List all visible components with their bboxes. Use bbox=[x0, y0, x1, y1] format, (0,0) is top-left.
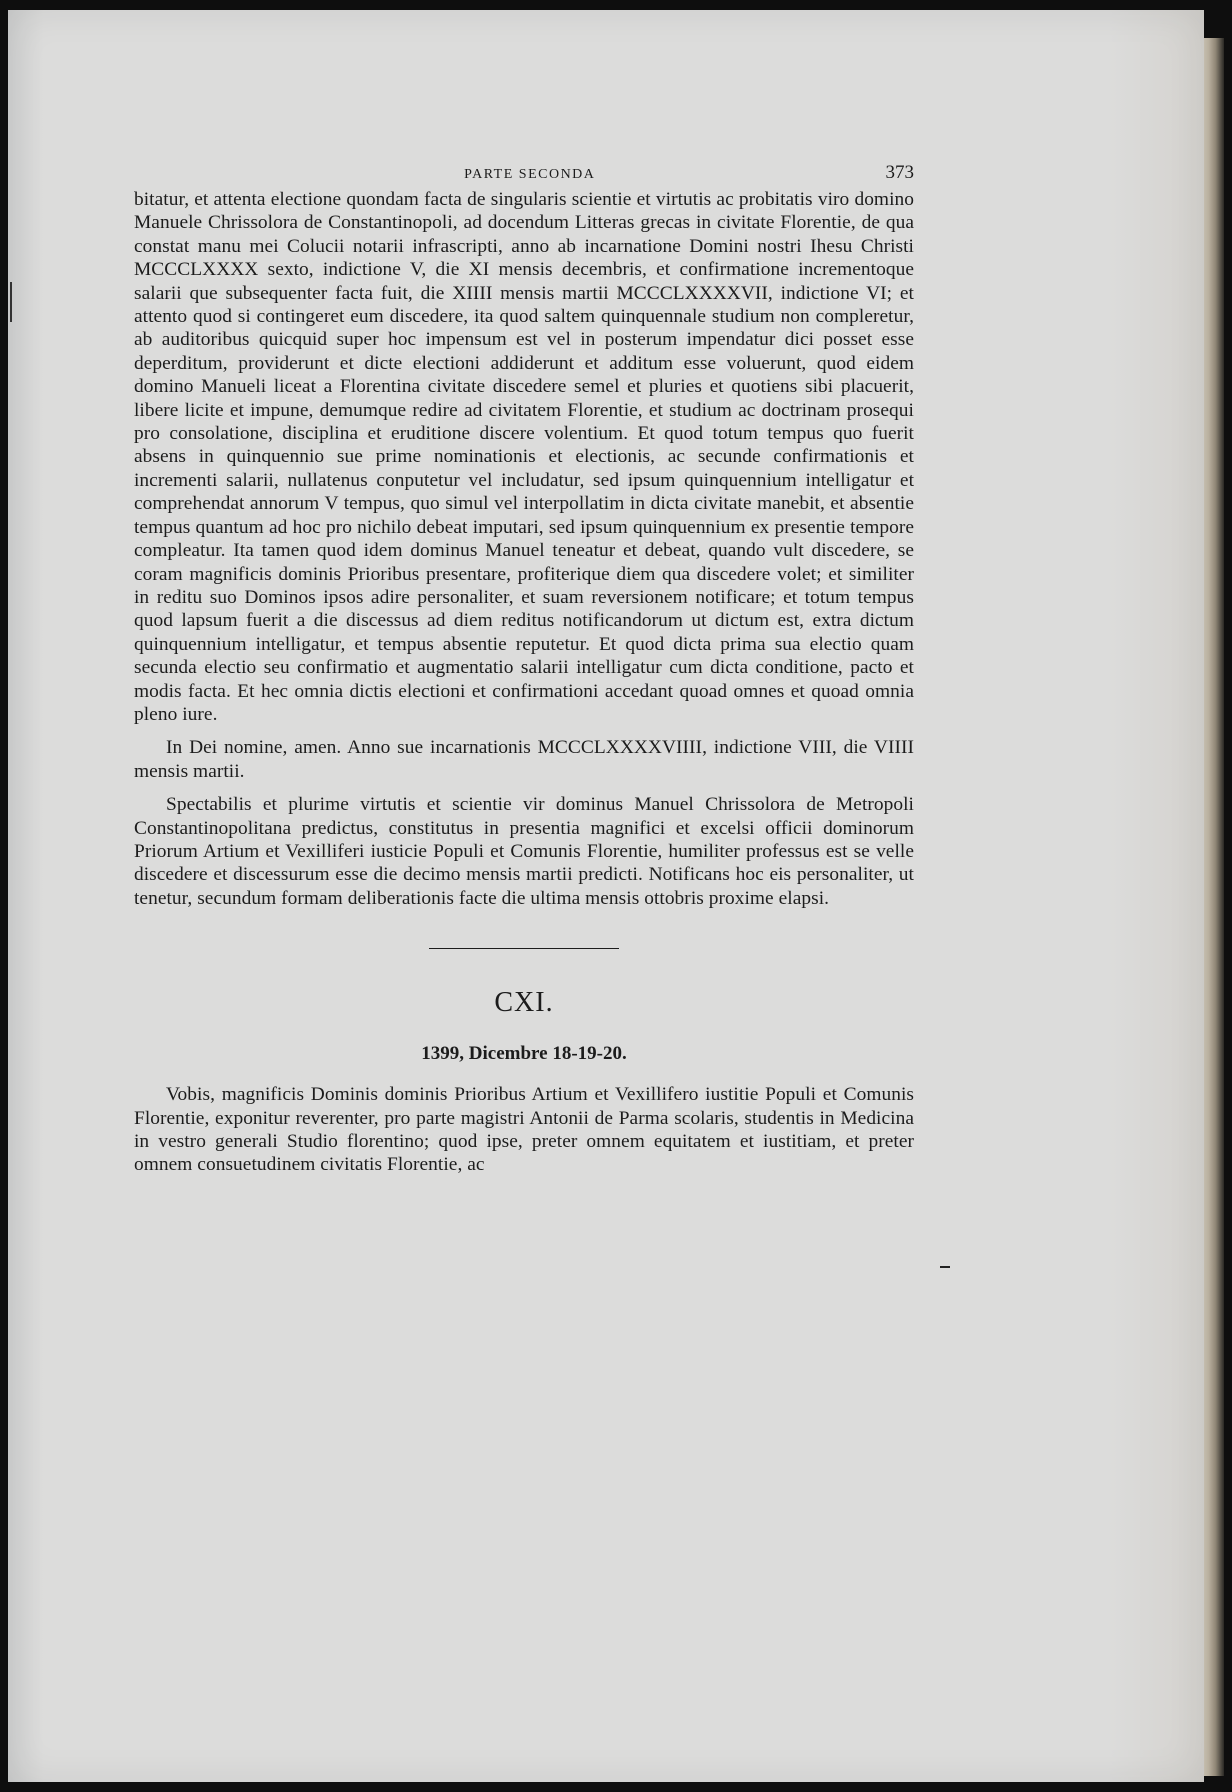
running-head bbox=[134, 162, 914, 184]
paragraph-vobis: Vobis, magnificis Dominis dominis Prioribus Artium et Vexillifero iustitie Populi et Comunis Florentie, exponitur reverenter, pro parte magistri Antonii de Parma scolaris, studentis in Medicina in vestro generali Studio florentino; quod ipse, preter omnem equitatem et iustitiam, et preter omnem consuetudinem civitatis Florentie, ac bbox=[134, 1084, 914, 1176]
document-date: 1399, Dicembre 18-19-20. bbox=[421, 1043, 627, 1065]
binding-mark bbox=[10, 282, 12, 322]
paragraph-spectabilis: Spectabilis et plurime virtutis et scientie vir dominus Manuel Chrissolora de Metropoli Constantinopolitana predictus, constitutus in presentia magnifici et excelsi officii dominorum Priorum Artium et Vexilliferi iusticie Populi et Comunis Florentie, humiliter professus est se velle discedere et discessurum esse die decimo mensis martii predicti. Notificans hoc eis personaliter, ut tenetur, secundum formam deliberationis facte die ultima mensis ottobris proxime elapsi. bbox=[134, 794, 914, 909]
page-number: 373 bbox=[885, 162, 914, 183]
book-page bbox=[8, 10, 1204, 1782]
paragraph-dei-nomine: In Dei nomine, amen. Anno sue incarnationis MCCCLXXXXVIIII, indictione VIII, die VIIII mensis martii. bbox=[134, 737, 914, 782]
page-content bbox=[134, 162, 914, 1177]
section-divider bbox=[429, 948, 619, 949]
paragraph-continuation: bitatur, et attenta electione quondam facta de singularis scientie et virtutis ac probitatis viro domino Manuele Chrissolora de Constantinopoli, ad docendum Litteras grecas in civitate Florentie, de qua constat manu mei Colucii notarii infrascripti, anno ab incarnatione Domini nostri Ihesu Christi MCCCLXXXX sexto, indictione V, die XI mensis decembris, et confirmatione incrementoque salarii que subsequenter facta fuit, die XIIII mensis martii MCCCLXXXXVII, indictione VI; et attento quod si contingeret eum discedere, ita quod saltem quinquennale studium non compleretur, ab auditoribus quicquid super hoc impensum est vel in posterum impendatur dici posset esse deperditum, providerunt et dicte electioni addiderunt et additum esse voluerunt, quod eidem domino Manueli liceat a Florentina civitate discedere semel et pluries et quotiens sibi placuerit, libere licite et impune, demumque redire ad civitatem Florentie, et studium ac doctrinam prosequi pro consolatione, disciplina et eruditione discere volentium. Et quod totum tempus quo fuerit absens in quinquennio sue prime nominationis et electionis, ac secunde confirmationis et incrementi salarii, nullatenus conputetur vel includatur, sed ipsum quinquennium intelligatur et comprehendat annorum V tempus, quo simul vel interpollatim in dicta civitate manebit, et absentie tempus quantum ad hoc pro nichilo debeat imputari, sed ipsum quinquennium ex presentie tempore compleatur. Ita tamen quod idem dominus Manuel teneatur et debeat, quando vult discedere, se coram magnificis dominis Prioribus presentare, profiterique diem qua discedere volet; et similiter in reditu suo Dominos ipsos adire personaliter, et suam reversionem notificare; et totum tempus quod lapsum fuerit a die discessus ad diem reditus notificandorum ut dictum est, extra dictum quinquennium intelligatur, et tempus absentie reputetur. Et quod dicta prima sua electio quam secunda electio seu confirmatio et augmentatio salarii intelligatur cum dicta conditione, pacto et modis facta. Et hec omnia dictis electioni et confirmationi accedant quoad omnes et quoad omnia pleno iure. bbox=[134, 189, 914, 725]
document-number: CXI. bbox=[494, 987, 554, 1019]
running-title: PARTE SECONDA bbox=[464, 167, 596, 182]
margin-mark bbox=[940, 1266, 950, 1268]
